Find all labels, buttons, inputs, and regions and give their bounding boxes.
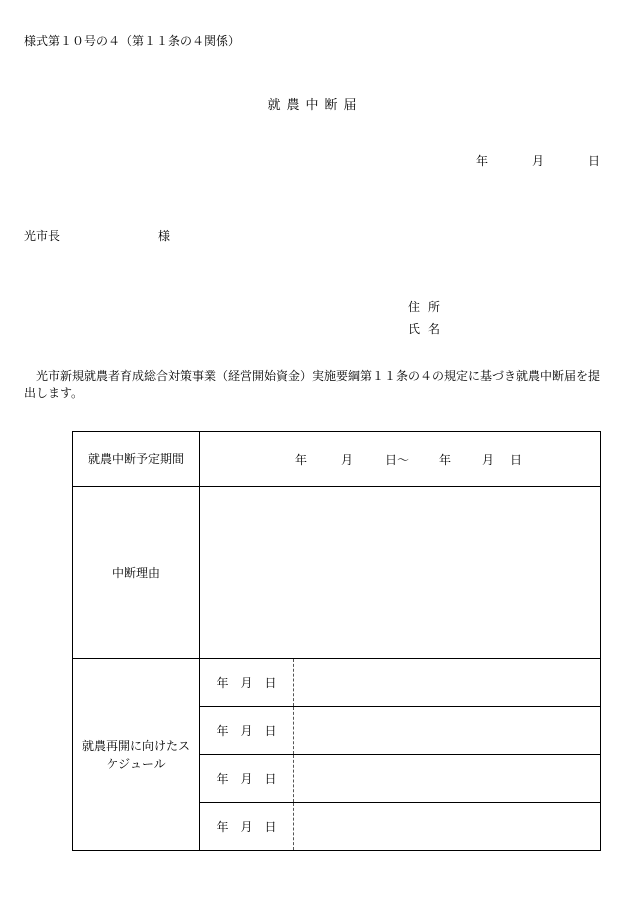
addressee-honorific: 様 [158,229,171,243]
period-end-day: 日 [510,452,523,467]
date-year-label: 年 [476,154,489,168]
schedule-note-2[interactable] [294,707,601,755]
period-end-year: 年 [438,452,451,467]
period-row [73,432,601,487]
date-day-label: 日 [588,154,601,168]
schedule-row [73,659,601,707]
schedule-date-1[interactable]: 年 月 日 [200,659,294,707]
submission-date [476,152,600,169]
reason-field[interactable] [200,487,601,659]
addressee-name: 光市長 [24,229,61,243]
schedule-label: 就農再開に向けたスケジュール [73,659,200,851]
schedule-date-3[interactable]: 年 月 日 [200,755,294,803]
reason-row [73,487,601,659]
reason-label: 中断理由 [73,487,200,659]
period-end-month: 月 [481,452,494,467]
form-number: 様式第１０号の４（第１１条の４関係） [24,34,241,48]
document-title: 就農中断届 [267,98,363,113]
period-label: 就農中断予定期間 [73,432,200,487]
body-text: 光市新規就農者育成総合対策事業（経営開始資金）実施要綱第１１条の４の規定に基づき就農中断届を提出します。 [24,369,601,400]
sender-name-label: 氏名 [408,322,449,336]
schedule-note-3[interactable] [294,755,601,803]
period-start-day: 日〜 [384,452,409,467]
form-table [72,431,601,851]
period-value[interactable] [200,432,601,487]
schedule-date-2[interactable]: 年 月 日 [200,707,294,755]
schedule-note-4[interactable] [294,803,601,851]
date-month-label: 月 [532,154,545,168]
period-start-month: 月 [340,452,353,467]
period-start-year: 年 [294,452,307,467]
schedule-note-1[interactable] [294,659,601,707]
schedule-date-4[interactable]: 年 月 日 [200,803,294,851]
sender-address-label: 住所 [408,300,449,314]
